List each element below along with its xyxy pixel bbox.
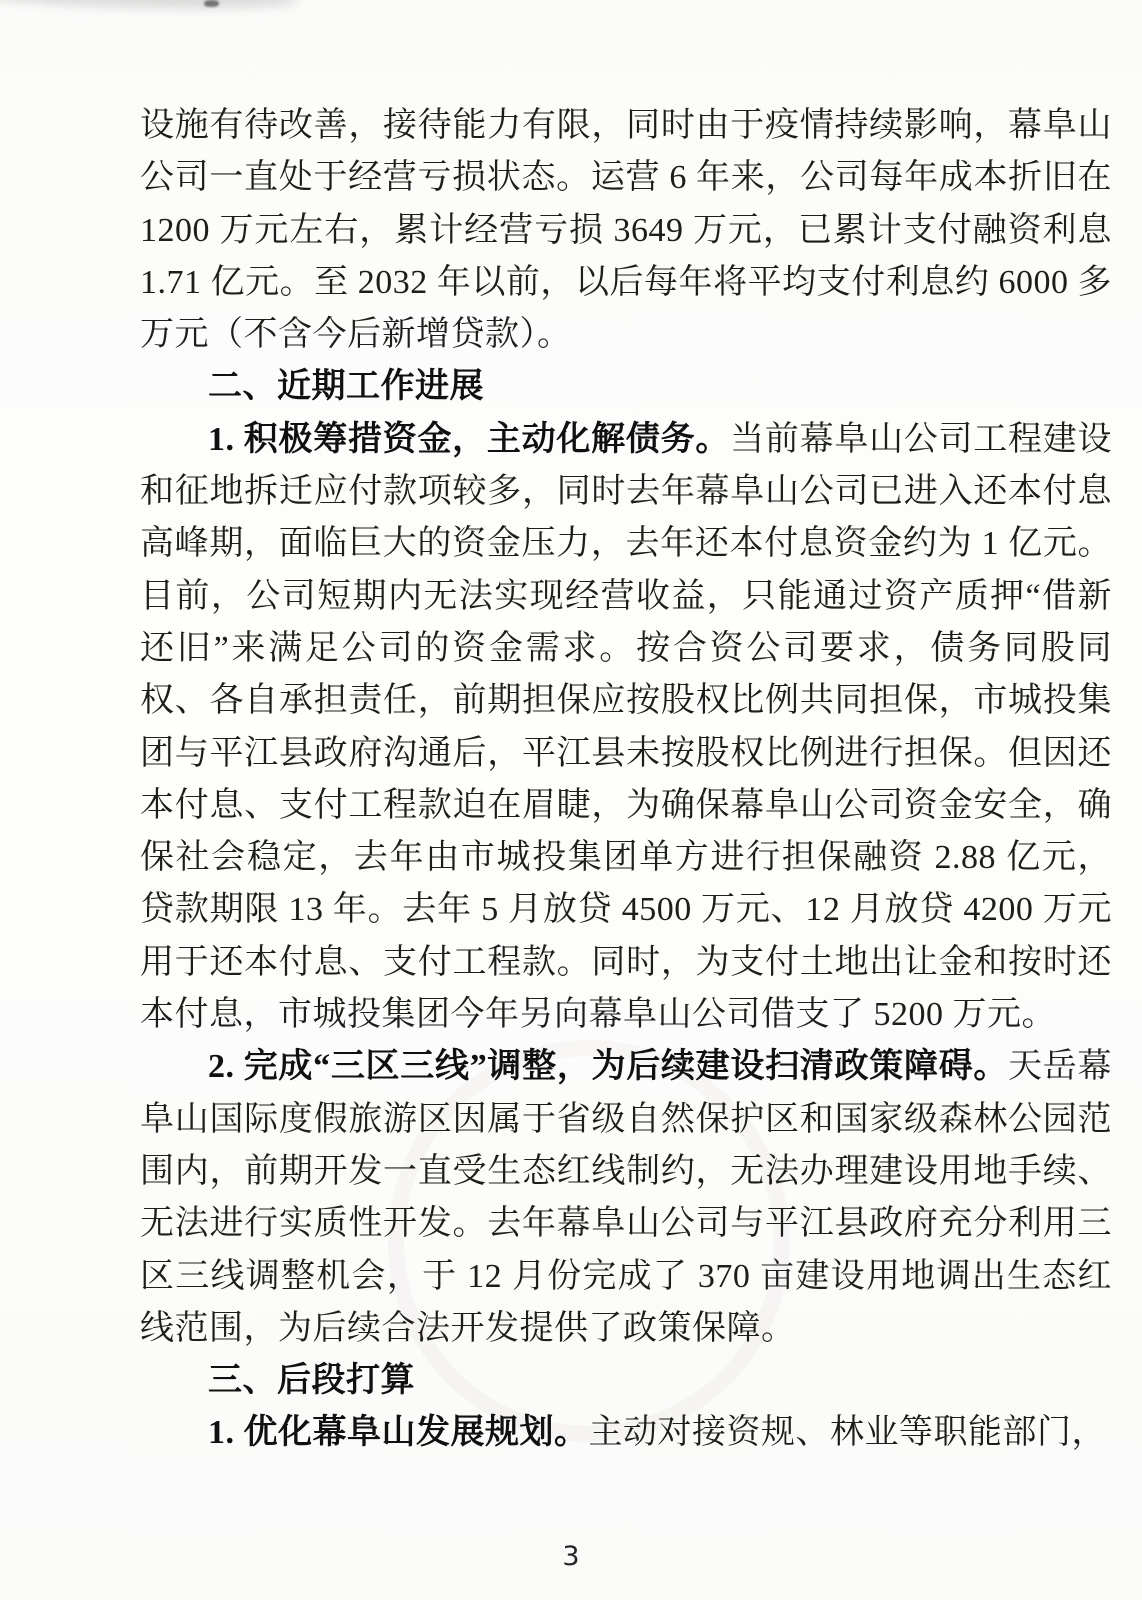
section-heading-next-plans-text: 三、后段打算 bbox=[208, 1362, 415, 1400]
paragraph-optimize-planning-text: 主动对接资规、林业等职能部门， bbox=[588, 1414, 1106, 1452]
paragraph-optimize-planning bbox=[140, 1407, 1112, 1459]
paragraph-fundraising-debt bbox=[140, 414, 1112, 1042]
section-heading-recent-work bbox=[140, 361, 1112, 413]
page-footer bbox=[0, 1541, 1142, 1572]
paragraph-three-zones-adjustment-text: 天岳幕阜山国际度假旅游区因属于省级自然保护区和国家级森林公园范围内，前期开发一直受生态红线制约，无法办理建设用地手续、无法进行实质性开发。去年幕阜山公司与平江县政府充分利用三区三线调整机会，于 12 月份完成了 370 亩建设用地调出生态红线范围，为后续合法开发提供了政策保障。 bbox=[140, 1048, 1113, 1347]
scan-artifact-speck bbox=[204, 0, 219, 7]
paragraph-fundraising-debt-text: 当前幕阜山公司工程建设和征地拆迁应付款项较多，同时去年幕阜山公司已进入还本付息高峰期，面临巨大的资金压力，去年还本付息资金约为 1 亿元。目前，公司短期内无法实现经营收益，只能通过资产质押“借新还旧”来满足公司的资金需求。按合资公司要求，债务同股同权、各自承担责任，前期担保应按股权比例共同担保，市城投集团与平江县政府沟通后，平江县未按股权比例进行担保。但因还本付息、支付工程款迫在眉睫，为确保幕阜山公司资金安全，确保社会稳定，去年由市城投集团单方进行担保融资 2.88 亿元，贷款期限 13 年。去年 5 月放贷 4500 万元、12 月放贷 4200 万元用于还本付息、支付工程款。同时，为支付土地出让金和按时还本付息，市城投集团今年另向幕阜山公司借支了 5200 万元。 bbox=[140, 420, 1113, 1034]
paragraph-optimize-planning-lead: 1. 优化幕阜山发展规划。 bbox=[208, 1414, 589, 1452]
scan-artifact-top-streak bbox=[0, 0, 300, 12]
paragraph-three-zones-adjustment bbox=[140, 1041, 1112, 1355]
section-heading-next-plans bbox=[140, 1355, 1112, 1407]
section-heading-recent-work-text: 二、近期工作进展 bbox=[208, 368, 484, 406]
page-number: 3 bbox=[562, 1541, 580, 1572]
paragraph-three-zones-adjustment-lead: 2. 完成“三区三线”调整，为后续建设扫清政策障碍。 bbox=[208, 1048, 1009, 1086]
paragraph-operating-loss-text: 设施有待改善，接待能力有限，同时由于疫情持续影响，幕阜山公司一直处于经营亏损状态。运营 6 年来，公司每年成本折旧在 1200 万元左右，累计经营亏损 3649 万元，已累计支付融资利息 1.71 亿元。至 2032 年以前，以后每年将平均支付利息约 6000 多万元（不含今后新增贷款）。 bbox=[140, 107, 1112, 354]
document-body bbox=[140, 100, 1112, 1460]
paragraph-fundraising-debt-lead: 1. 积极筹措资金，主动化解债务。 bbox=[208, 420, 731, 458]
paragraph-operating-loss bbox=[140, 100, 1112, 361]
